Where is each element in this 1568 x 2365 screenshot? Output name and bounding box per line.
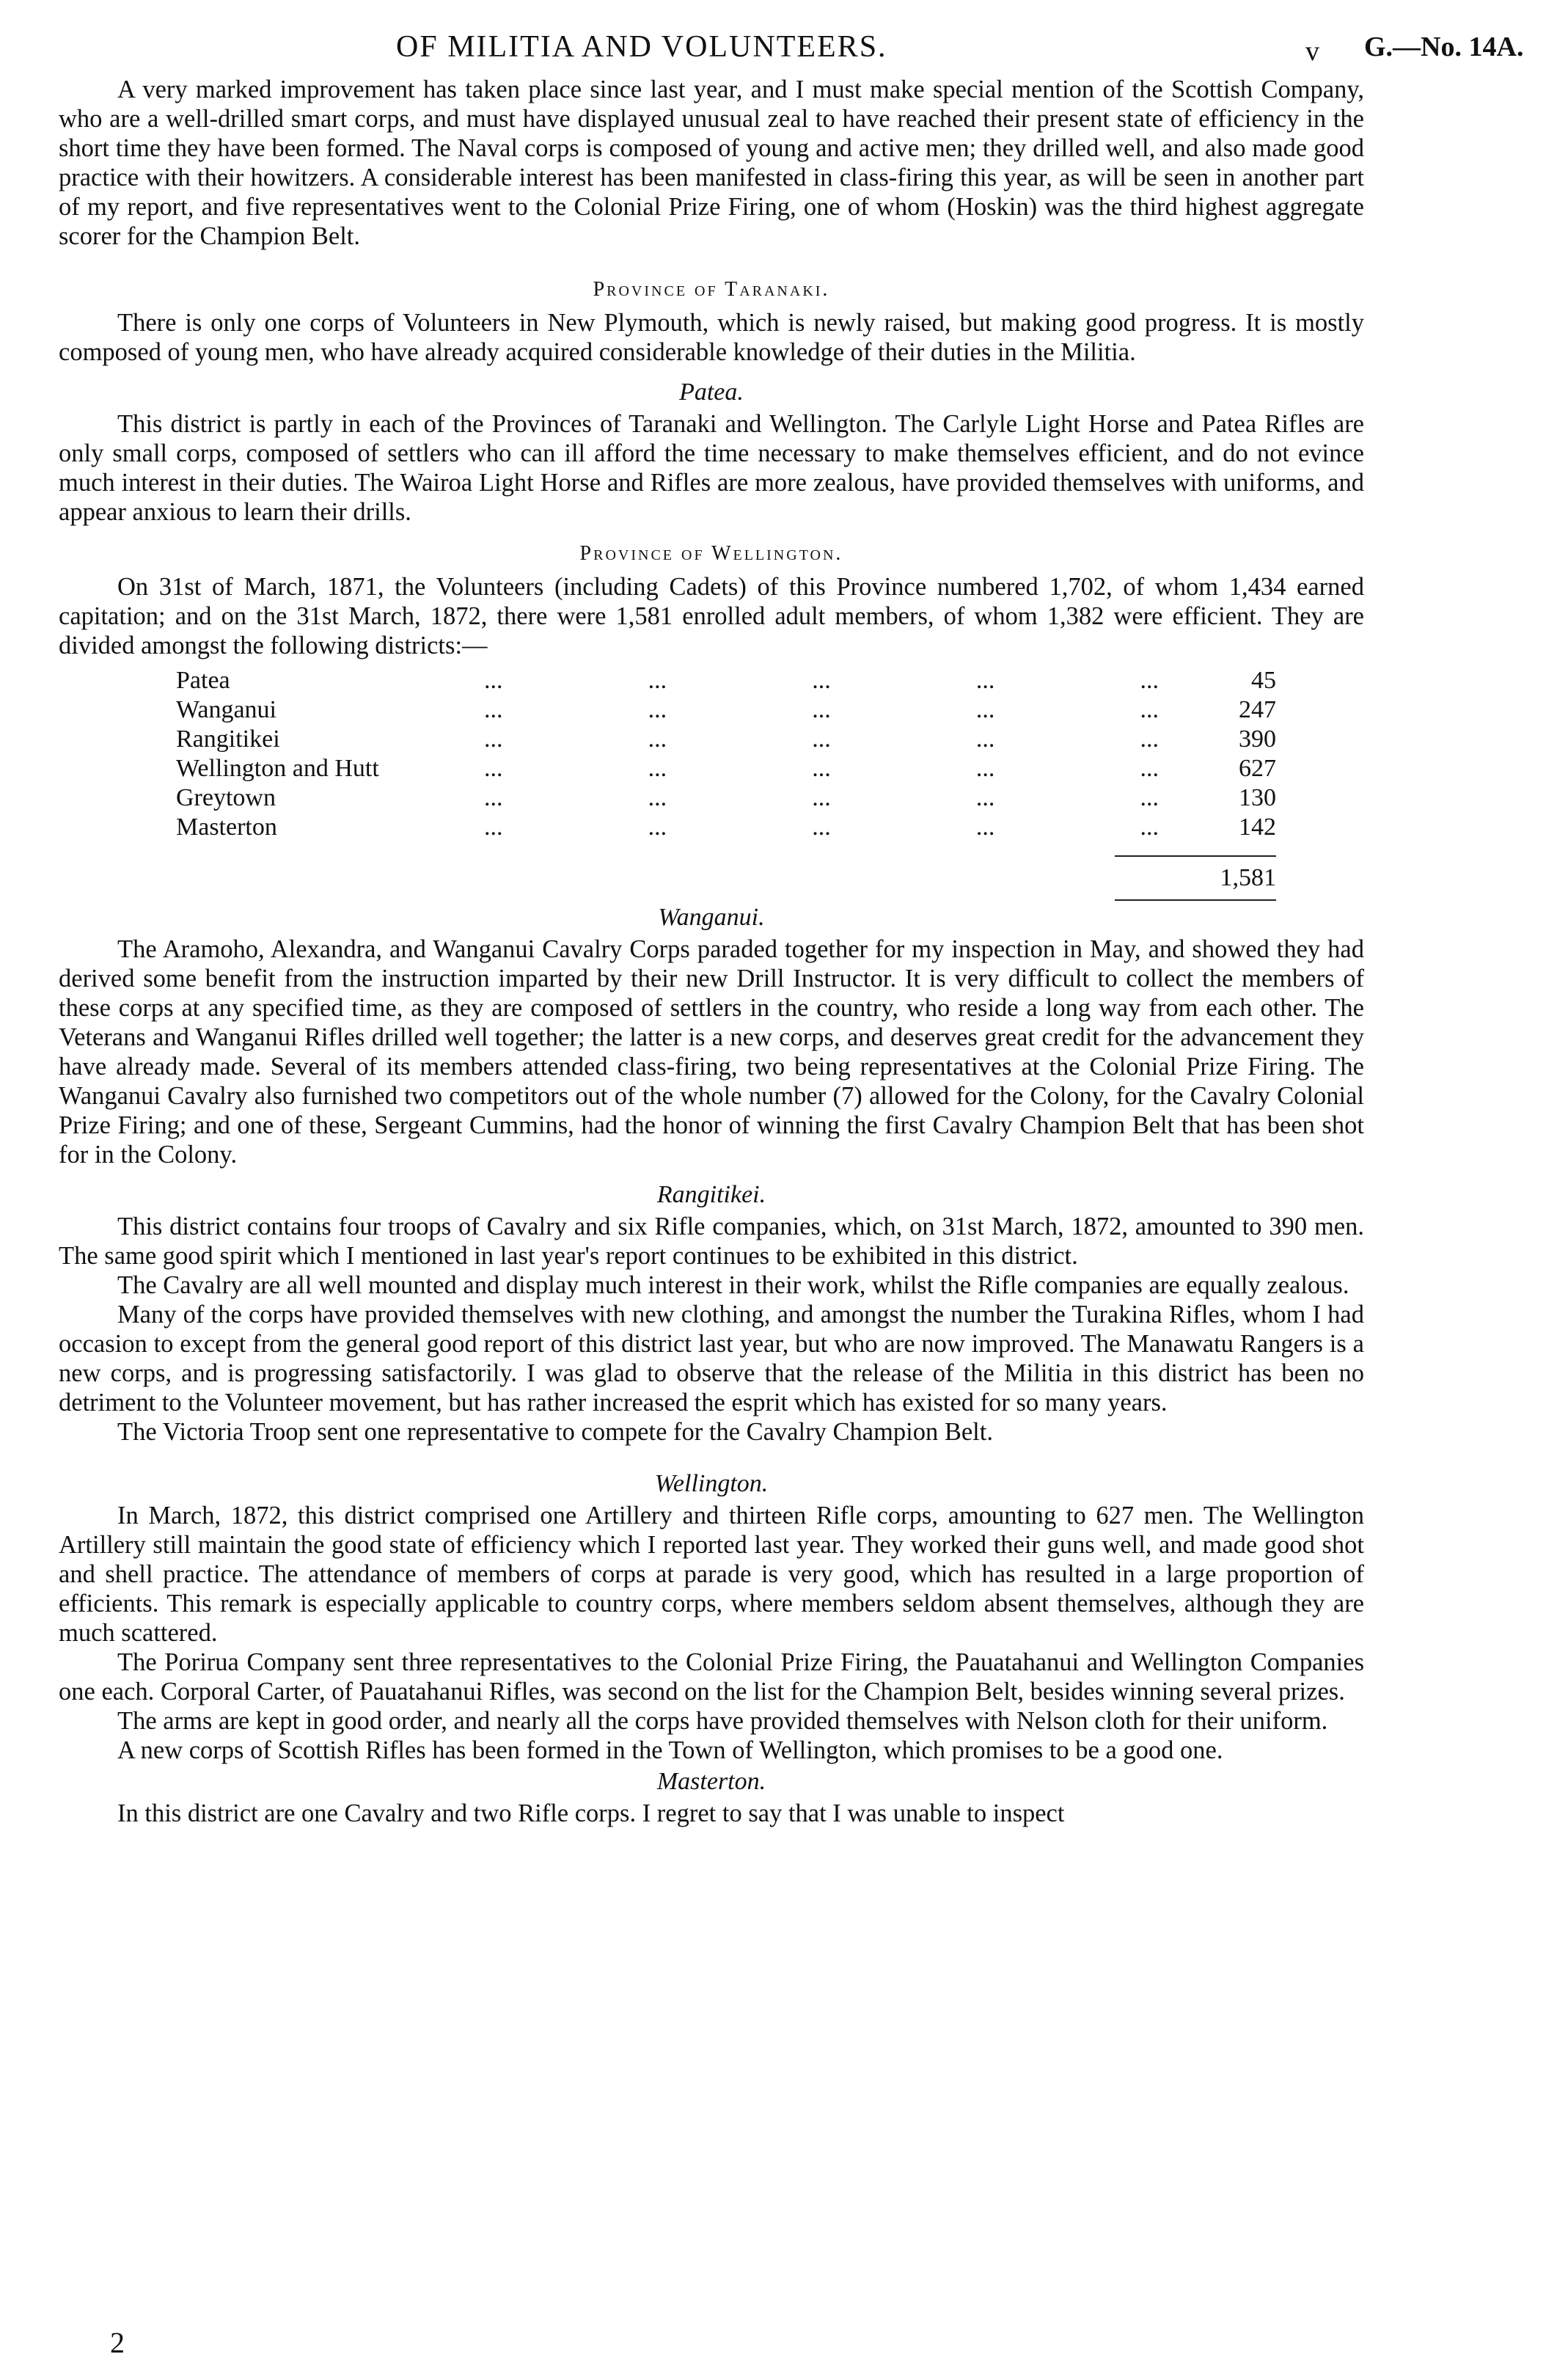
district-name: Wanganui bbox=[176, 696, 276, 723]
district-name: Greytown bbox=[176, 784, 276, 811]
leader-dots: ... ... ... ... ... bbox=[484, 667, 1159, 694]
district-name: Rangitikei bbox=[176, 725, 280, 753]
district-value: 130 bbox=[1239, 784, 1276, 811]
document-page bbox=[59, 15, 1524, 1828]
wanganui-heading: Wanganui. bbox=[658, 904, 765, 931]
rangitikei-heading: Rangitikei. bbox=[656, 1181, 766, 1208]
leader-dots: ... ... ... ... ... bbox=[484, 725, 1159, 753]
leader-dots: ... ... ... ... ... bbox=[484, 814, 1159, 841]
district-row bbox=[176, 783, 1276, 813]
taranaki-heading: Province of Taranaki. bbox=[593, 278, 830, 301]
taranaki-paragraph: There is only one corps of Volunteers in New Plymouth, which is newly raised, but making good progress. It is mostly composed of young men, who have already acquired considerable knowledge of their duties in the Militia. bbox=[59, 309, 1364, 366]
district-value: 142 bbox=[1239, 814, 1276, 841]
leader-dots: ... ... ... ... ... bbox=[484, 784, 1159, 811]
page-number: 2 bbox=[110, 2326, 125, 2359]
wellington-province-paragraph: On 31st of March, 1871, the Volunteers (including Cadets) of this Province numbered 1,702, of whom 1,434 earned capitation; and on the 31st March, 1872, there were 1,581 enrolled adult members, of whom 1,382 were efficient. They are divided amongst the following districts:— bbox=[59, 573, 1364, 659]
page-header bbox=[59, 15, 1524, 67]
rangitikei-paragraph-1: This district contains four troops of Cavalry and six Rifle companies, which, on 31st March, 1872, amounted to 390 men. The same good spirit which I mentioned in last year's report continues to be exhibited in this district. bbox=[59, 1213, 1364, 1270]
rangitikei-paragraph-4: The Victoria Troop sent one representative to compete for the Cavalry Champion Belt. bbox=[117, 1418, 993, 1446]
total-value: 1,581 bbox=[1220, 864, 1276, 891]
wellington-paragraph-3: The arms are kept in good order, and nearly all the corps have provided themselves with Nelson cloth for their uniform. bbox=[117, 1707, 1328, 1735]
district-name: Masterton bbox=[176, 814, 277, 841]
total-rule-top bbox=[1115, 855, 1276, 857]
masterton-paragraph: In this district are one Cavalry and two Rifle corps. I regret to say that I was unable to inspect bbox=[117, 1799, 1065, 1827]
district-name: Wellington and Hutt bbox=[176, 755, 379, 782]
wellington-paragraph-2: The Porirua Company sent three representatives to the Colonial Prize Firing, the Pauatahanui and Wellington Companies one each. Corporal Carter, of Pauatahanui Rifles, was second on the list for the Champion Belt, besides winning several prizes. bbox=[59, 1648, 1364, 1706]
district-row bbox=[176, 813, 1276, 842]
wellington-heading: Wellington. bbox=[654, 1470, 769, 1497]
wellington-province-heading: Province of Wellington. bbox=[579, 542, 843, 565]
document-reference: G.—No. 14A. bbox=[1364, 32, 1524, 62]
patea-paragraph: This district is partly in each of the Provinces of Taranaki and Wellington. The Carlyle Light Horse and Patea Rifles are only small corps, composed of settlers who can ill afford the time necessary to make themselves efficient, and do not evince much interest in their duties. The Wairoa Light Horse and Rifles are more zealous, have provided themselves with uniforms, and appear anxious to learn their drills. bbox=[59, 410, 1364, 526]
district-value: 627 bbox=[1239, 755, 1276, 782]
district-value: 390 bbox=[1239, 725, 1276, 753]
wanganui-paragraph: The Aramoho, Alexandra, and Wanganui Cavalry Corps paraded together for my inspection in May, and showed they had derived some benefit from the instruction imparted by their new Drill Instructor. It is very difficult to collect the members of these corps at any specified time, as they are composed of settlers in the country, who reside a long way from each other. The Veterans and Wanganui Rifles drilled well together; the latter is a new corps, and deserves great credit for the advancement they have already made. Several of its members attended class-firing, two being representatives at the Colonial Prize Firing. The Wanganui Cavalry also furnished two competitors out of the whole number (7) allowed for the Colony, for the Cavalry Colonial Prize Firing; and one of these, Sergeant Cummins, had the honor of winning the first Cavalry Champion Belt that has been shot for in the Colony. bbox=[59, 935, 1364, 1169]
districts-total bbox=[1115, 855, 1276, 901]
leader-dots: ... ... ... ... ... bbox=[484, 696, 1159, 723]
district-row bbox=[176, 725, 1276, 754]
district-value: 45 bbox=[1251, 667, 1276, 694]
district-row bbox=[176, 666, 1276, 695]
district-row bbox=[176, 754, 1276, 783]
wellington-paragraph-1: In March, 1872, this district comprised one Artillery and thirteen Rifle corps, amounting to 627 men. The Wellington Artillery still maintain the good state of efficiency which I reported last year. They worked their guns well, and made good shot and shell practice. The attendance of members of corps at parade is very good, which has resulted in a large proportion of efficients. This remark is especially applicable to country corps, where members seldom absent themselves, although they are much scattered. bbox=[59, 1502, 1364, 1647]
wellington-paragraph-4: A new corps of Scottish Rifles has been formed in the Town of Wellington, which promises to be a good one. bbox=[117, 1736, 1223, 1764]
district-row bbox=[176, 695, 1276, 725]
folio-number: v bbox=[1305, 36, 1319, 67]
running-title: OF MILITIA AND VOLUNTEERS. bbox=[396, 30, 887, 64]
intro-paragraph: A very marked improvement has taken place since last year, and I must make special mention of the Scottish Company, who are a well-drilled smart corps, and must have displayed unusual zeal to have reached their present state of efficiency in the short time they have been formed. The Naval corps is composed of young and active men; they drilled well, and also made good practice with their howitzers. A considerable interest has been manifested in class-firing this year, as will be seen in another part of my report, and five representatives went to the Colonial Prize Firing, one of whom (Hoskin) was the third highest aggregate scorer for the Champion Belt. bbox=[59, 76, 1364, 250]
patea-heading: Patea. bbox=[679, 379, 744, 406]
districts-table bbox=[176, 666, 1276, 842]
leader-dots: ... ... ... ... ... bbox=[484, 755, 1159, 782]
rangitikei-paragraph-2: The Cavalry are all well mounted and display much interest in their work, whilst the Rifle companies are equally zealous. bbox=[117, 1271, 1349, 1299]
masterton-heading: Masterton. bbox=[656, 1768, 766, 1795]
rangitikei-paragraph-3: Many of the corps have provided themselves with new clothing, and amongst the number the Turakina Rifles, whom I had occasion to except from the general good report of this district last year, but who are now improved. The Manawatu Rangers is a new corps, and is progressing satisfactorily. I was glad to observe that the release of the Militia in this district has been no detriment to the Volunteer movement, but has rather increased the esprit which has existed for so many years. bbox=[59, 1301, 1364, 1417]
district-value: 247 bbox=[1239, 696, 1276, 723]
district-name: Patea bbox=[176, 667, 230, 694]
